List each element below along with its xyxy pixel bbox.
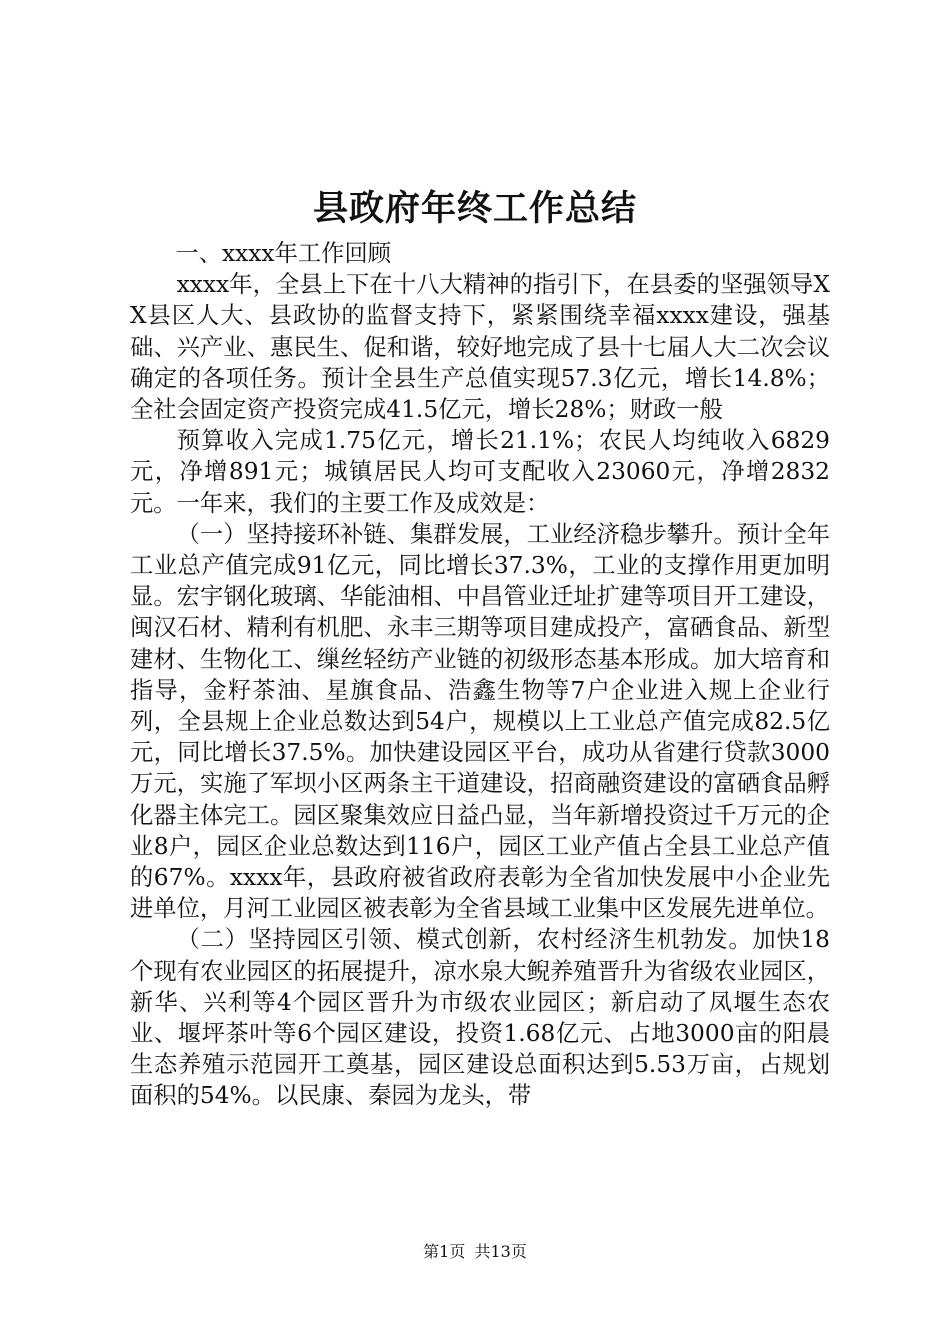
- page-total: 共13页: [474, 1242, 527, 1261]
- page-footer: [0, 1241, 950, 1263]
- page-number: 第1页: [423, 1242, 466, 1261]
- document-title: 县政府年终工作总结: [312, 188, 637, 229]
- paragraph: xxxx年，全县上下在十八大精神的指引下，在县委的坚强领导XX县区人大、县政协的监督支持下，紧紧围绕幸福xxxx建设，强基础、兴产业、惠民生、促和谐，较好地完成了县十七届人大二次会议确定的各项任务。预计全县生产总值实现57.3亿元，增长14.8%；全社会固定资产投资完成41.5亿元，增长28%；财政一般: [130, 271, 830, 424]
- paragraph: （二）坚持园区引领、模式创新，农村经济生机勃发。加快18个现有农业园区的拓展提升，凉水泉大鲵养殖晋升为省级农业园区，新华、兴利等4个园区晋升为市级农业园区；新启动了凤堰生态农业、堰坪茶叶等6个园区建设，投资1.68亿元、占地3000亩的阳晨生态养殖示范园开工奠基，园区建设总面积达到5.53万亩，占规划面积的54%。以民康、秦园为龙头，带: [130, 926, 830, 1110]
- paragraph: 预算收入完成1.75亿元，增长21.1%；农民人均纯收入6829元，净增891元；城镇居民人均可支配收入23060元，净增2832元。一年来，我们的主要工作及成效是：: [130, 427, 830, 517]
- paragraph: （一）坚持接环补链、集群发展，工业经济稳步攀升。预计全年工业总产值完成91亿元，同比增长37.3%，工业的支撑作用更加明显。宏宇钢化玻璃、华能油相、中昌管业迁址扩建等项目开工建设，闽汉石材、精利有机肥、永丰三期等项目建成投产，富硒食品、新型建材、生物化工、缫丝轻纺产业链的初级形态基本形成。加大培育和指导，金籽茶油、星旗食品、浩鑫生物等7户企业进入规上企业行列，全县规上企业总数达到54户，规模以上工业总产值完成82.5亿元，同比增长37.5%。加快建设园区平台，成功从省建行贷款3000万元，实施了军坝小区两条主干道建设，招商融资建设的富硒食品孵化器主体完工。园区聚集效应日益凸显，当年新增投资过千万元的企业8户，园区企业总数达到116户，园区工业产值占全县工业总产值的67%。xxxx年，县政府被省政府表彰为全省加快发展中小企业先进单位，月河工业园区被表彰为全省县域工业集中区发展先进单位。: [130, 520, 830, 923]
- section-heading: 一、xxxx年工作回顾: [175, 240, 392, 267]
- document-body: [130, 238, 830, 1112]
